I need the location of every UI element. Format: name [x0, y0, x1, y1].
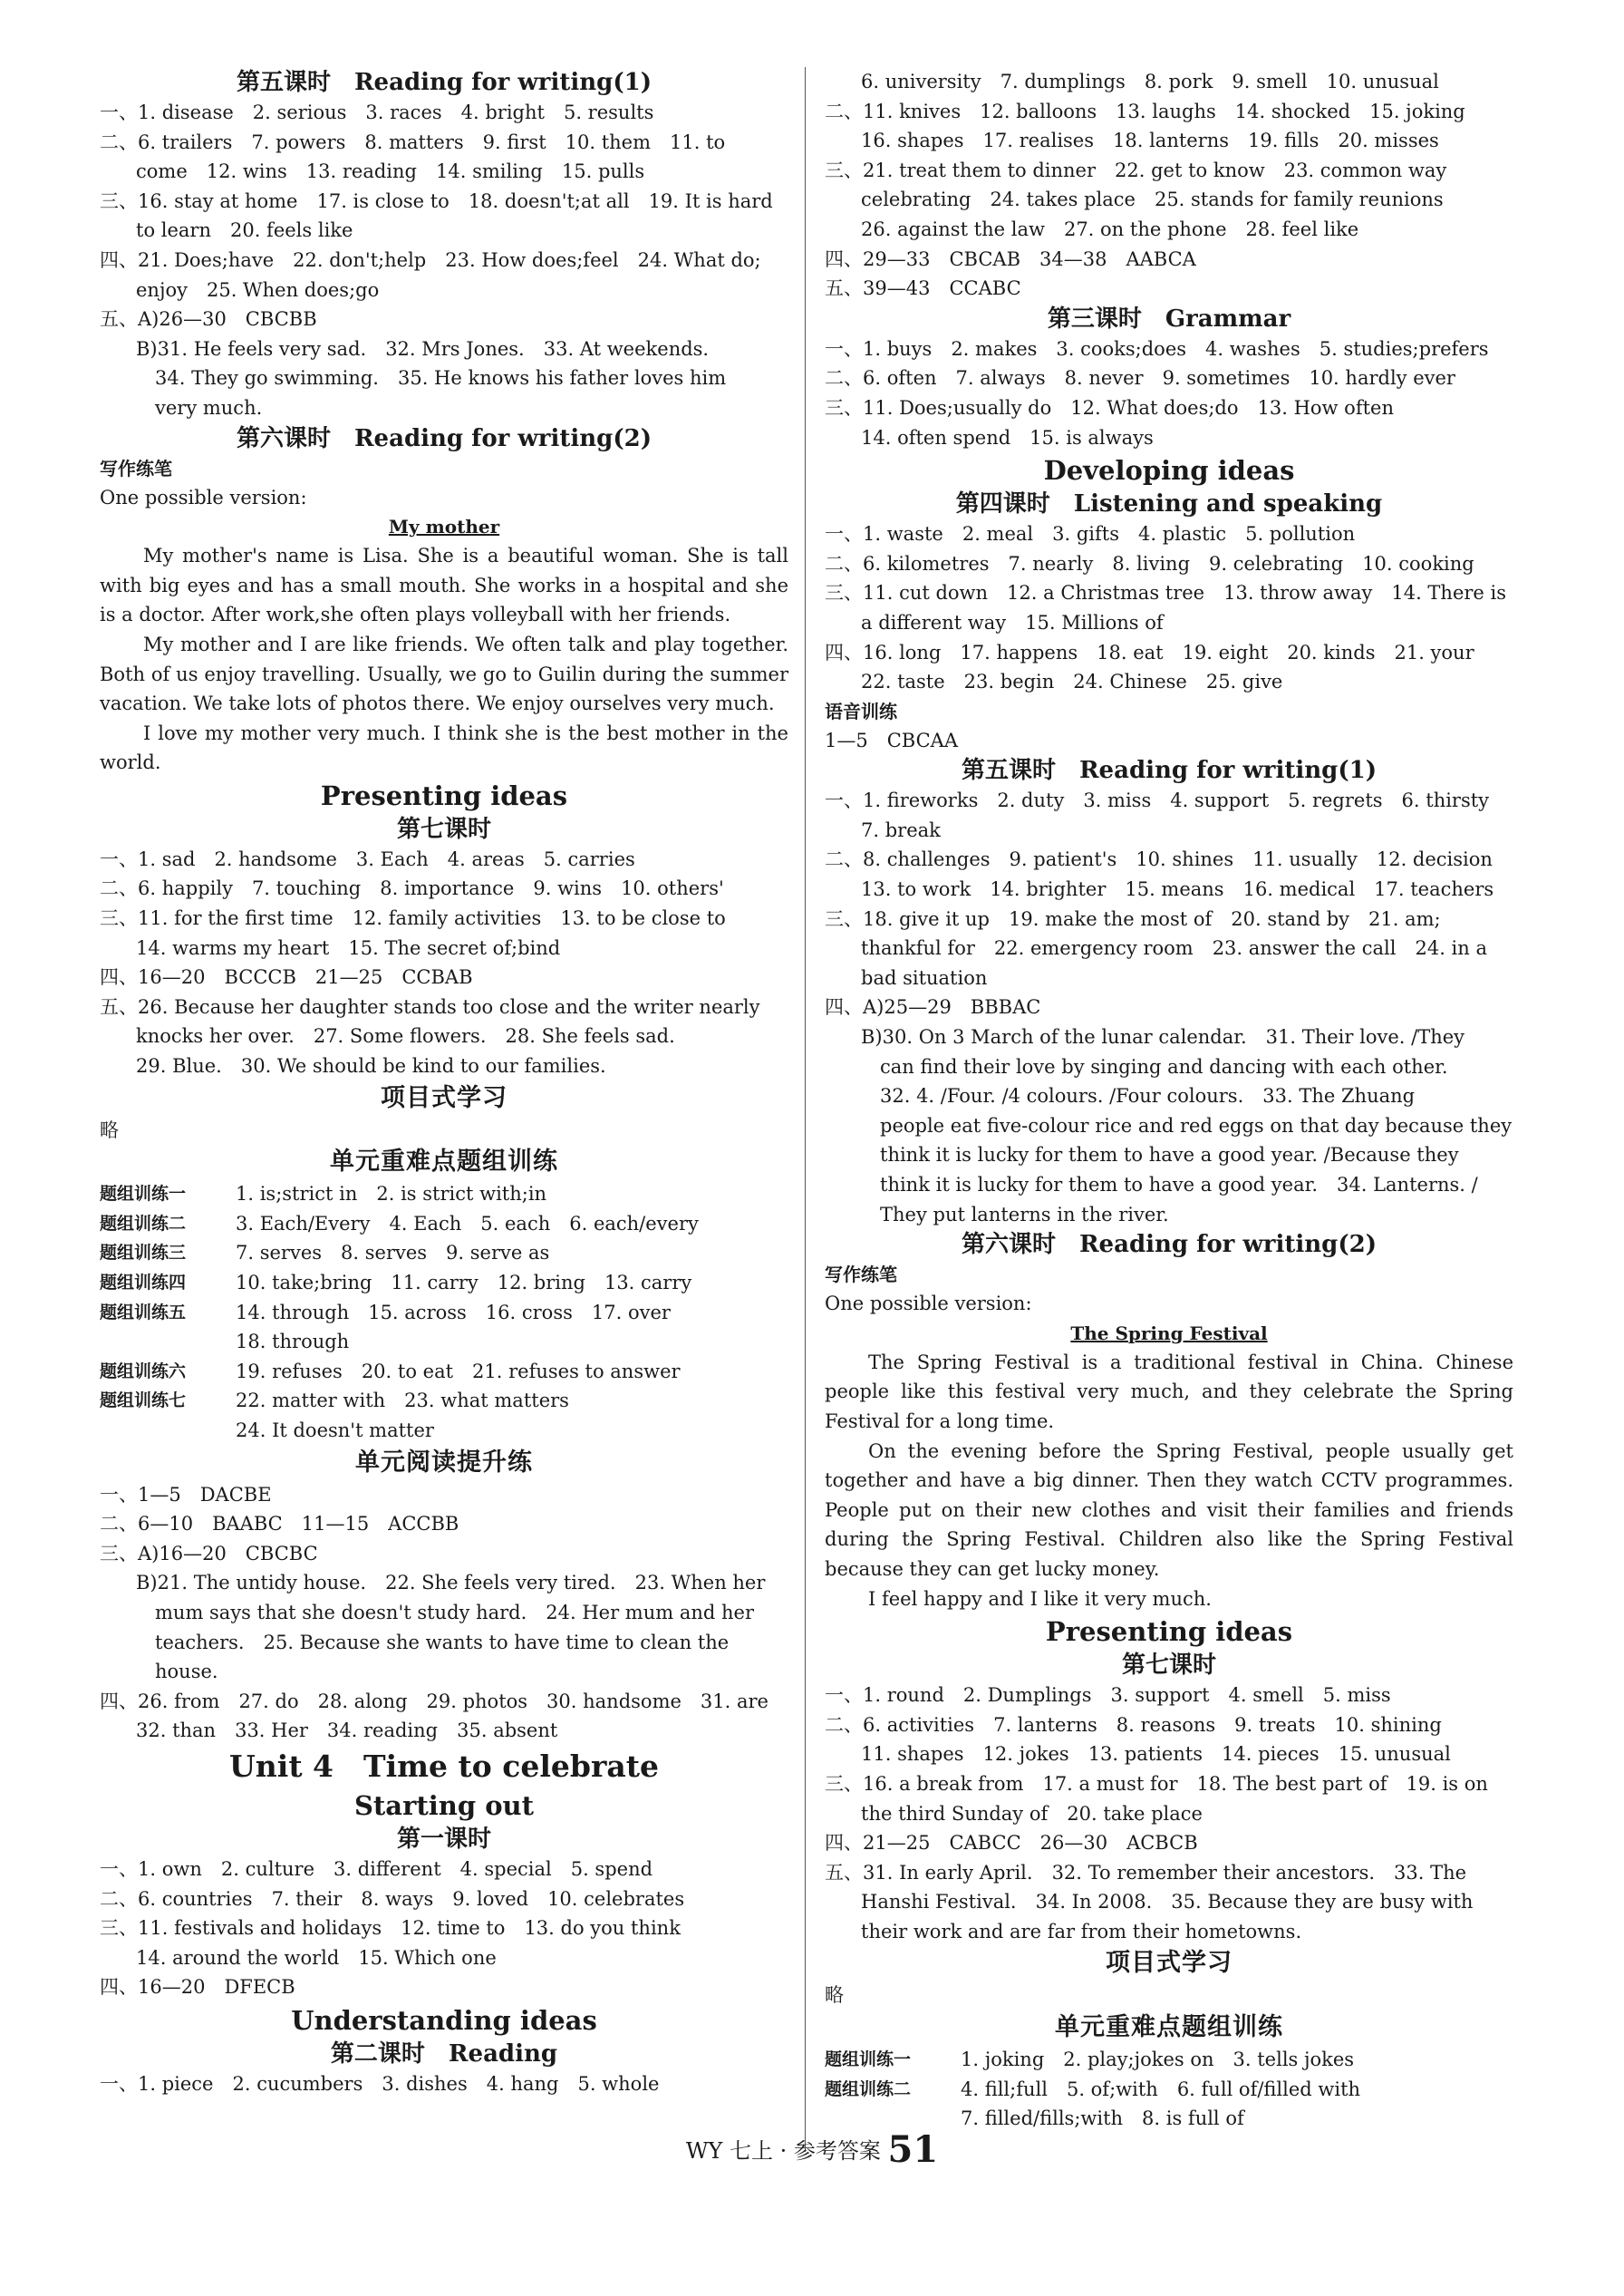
- answer-line-continued: come 12. wins 13. reading 14. smiling 15. pulls: [136, 160, 645, 183]
- answer-line-continued: can find their love by singing and dancing with each other.: [861, 1055, 1448, 1078]
- answer-line-continued: think it is lucky for them to have a good year. /Because they: [861, 1144, 1459, 1167]
- section-heading: 第四课时 Listening and speaking: [955, 490, 1383, 518]
- drill-row-continued: 18. through: [236, 1331, 350, 1353]
- composition-paragraph: My mother and I are like friends. We often talk and play together. Both of us enjoy travelling. Usually, we go to Guilin during the summer vacation. We take lots of photos there. We enjoy ourselves very much.: [100, 633, 788, 715]
- drill-row: [100, 1298, 788, 1328]
- drill-label: 题组训练五: [100, 1302, 187, 1322]
- answer-line: 一、1. waste 2. meal 3. gifts 4. plastic 5. pollution: [825, 523, 1356, 546]
- text-line: 略: [100, 1119, 119, 1141]
- drill-answers: 7. serves 8. serves 9. serve as: [236, 1242, 550, 1264]
- text-line: One possible version:: [100, 486, 307, 509]
- answer-line: 二、6—10 BAABC 11—15 ACCBB: [100, 1513, 459, 1536]
- drill-label: 题组训练一: [825, 2049, 912, 2070]
- answer-line: 二、6. activities 7. lanterns 8. reasons 9. treats 10. shining: [825, 1713, 1442, 1736]
- drill-label: 题组训练四: [100, 1273, 187, 1293]
- drill-label: 题组训练二: [825, 2078, 912, 2099]
- answer-line: 二、8. challenges 9. patient's 10. shines 11. usually 12. decision: [825, 848, 1493, 871]
- answer-line: 二、11. knives 12. balloons 13. laughs 14. shocked 15. joking: [825, 100, 1465, 122]
- answer-line: 四、21. Does;have 22. don't;help 23. How does;feel 24. What do;: [100, 248, 761, 271]
- page-number: 51: [887, 2128, 939, 2171]
- section-heading: 项目式学习: [1106, 1949, 1232, 1978]
- answer-line-continued: thankful for 22. emergency room 23. answer the call 24. in a: [861, 937, 1487, 960]
- answer-line-continued: bad situation: [861, 966, 988, 989]
- drill-answers: 1. is;strict in 2. is strict with;in: [236, 1183, 547, 1206]
- answer-line-continued: a different way 15. Millions of: [861, 611, 1164, 634]
- answer-line-continued: Hanshi Festival. 34. In 2008. 35. Because they are busy with: [861, 1891, 1474, 1913]
- drill-label: 题组训练一: [100, 1184, 187, 1205]
- drill-row: [100, 1268, 788, 1298]
- drill-row: [100, 1386, 788, 1416]
- sub-label: 写作练笔: [825, 1264, 897, 1286]
- unit-title: Unit 4 Time to celebrate: [229, 1748, 659, 1784]
- answer-line: 五、39—43 CCABC: [825, 277, 1021, 300]
- answer-line: 三、11. cut down 12. a Christmas tree 13. throw away 14. There is: [825, 582, 1507, 605]
- drill-row: [825, 2075, 1513, 2105]
- answer-line-continued: B)30. On 3 March of the lunar calendar. 31. Their love. /They: [861, 1026, 1465, 1049]
- left-column: [100, 67, 788, 2098]
- answer-line: 三、11. festivals and holidays 12. time to 13. do you think: [100, 1917, 681, 1940]
- answer-line-continued: 14. often spend 15. is always: [861, 426, 1154, 449]
- answer-line: 二、6. often 7. always 8. never 9. sometimes 10. hardly ever: [825, 367, 1455, 390]
- answer-line: 四、16. long 17. happens 18. eat 19. eight 20. kinds 21. your: [825, 641, 1474, 664]
- answer-line-continued: very much.: [136, 396, 263, 419]
- section-heading: 第二课时 Reading: [330, 2039, 558, 2068]
- section-heading: 单元重难点题组训练: [330, 1148, 558, 1177]
- drill-row: [100, 1238, 788, 1268]
- answer-line: 五、31. In early April. 32. To remember their ancestors. 33. The: [825, 1861, 1467, 1884]
- answer-line: 一、1. own 2. culture 3. different 4. special 5. spend: [100, 1857, 653, 1880]
- answer-line: 二、6. kilometres 7. nearly 8. living 9. celebrating 10. cooking: [825, 552, 1474, 575]
- section-heading: 第五课时 Reading for writing(1): [961, 757, 1378, 785]
- answer-line-continued: 34. They go swimming. 35. He knows his father loves him: [136, 367, 727, 390]
- section-heading: Developing ideas: [1043, 455, 1295, 487]
- answer-line: 一、1—5 DACBE: [100, 1483, 272, 1506]
- answer-line: 四、26. from 27. do 28. along 29. photos 30. handsome 31. are: [100, 1690, 768, 1712]
- answer-line: 三、21. treat them to dinner 22. get to know 23. common way: [825, 159, 1447, 181]
- answer-line-continued: house.: [136, 1661, 218, 1683]
- answer-line-continued: 29. Blue. 30. We should be kind to our families.: [136, 1055, 606, 1078]
- composition-title: My mother: [388, 516, 500, 538]
- drill-answers: 1. joking 2. play;jokes on 3. tells jokes: [961, 2049, 1355, 2071]
- section-heading: 第一课时: [396, 1825, 491, 1853]
- answer-line-continued: B)21. The untidy house. 22. She feels very tired. 23. When her: [136, 1572, 766, 1594]
- answer-line: 三、16. a break from 17. a must for 18. The best part of 19. is on: [825, 1772, 1488, 1795]
- answer-line-continued: 32. than 33. Her 34. reading 35. absent: [136, 1720, 558, 1742]
- answer-line-continued: to learn 20. feels like: [136, 219, 353, 242]
- section-heading: 第五课时 Reading for writing(1): [236, 69, 652, 96]
- composition-paragraph: The Spring Festival is a traditional festival in China. Chinese people like this festival very much, and they celebrate the Spring Festival for a long time.: [825, 1351, 1513, 1432]
- drill-row: [100, 1357, 788, 1387]
- answer-line-continued: B)31. He feels very sad. 32. Mrs Jones. 33. At weekends.: [136, 337, 710, 360]
- answer-line: 一、1. disease 2. serious 3. races 4. bright 5. results: [100, 102, 654, 123]
- section-heading: 单元阅读提升练: [355, 1448, 533, 1477]
- answer-line-continued: 32. 4. /Four. /4 colours. /Four colours. 33. The Zhuang: [861, 1085, 1416, 1108]
- text-line: One possible version:: [825, 1293, 1032, 1315]
- answer-line: 四、21—25 CABCC 26—30 ACBCB: [825, 1832, 1198, 1855]
- answer-line: 五、26. Because her daughter stands too close and the writer nearly: [100, 995, 760, 1018]
- answer-line-continued: They put lanterns in the river.: [861, 1203, 1169, 1226]
- answer-line-continued: mum says that she doesn't study hard. 24. Her mum and her: [136, 1601, 754, 1623]
- drill-answers: 3. Each/Every 4. Each 5. each 6. each/every: [236, 1212, 699, 1235]
- answer-line-continued: people eat five-colour rice and red eggs on that day because they: [861, 1114, 1513, 1137]
- answer-line: 一、1. fireworks 2. duty 3. miss 4. support 5. regrets 6. thirsty: [825, 790, 1490, 812]
- drill-row-continued: 24. It doesn't matter: [236, 1419, 434, 1441]
- drill-label: 题组训练六: [100, 1361, 187, 1381]
- sub-label: 写作练笔: [100, 457, 172, 480]
- section-heading: 第六课时 Reading for writing(2): [961, 1231, 1378, 1259]
- composition-paragraph: On the evening before the Spring Festival, people usually get together and have a big dinner. Then they watch CCTV programmes. People put on their new clothes and visit their families and friends during the Spring Festival. Children also like the Spring Festival because they can get lucky money.: [825, 1439, 1513, 1580]
- answer-line-continued: the third Sunday of 20. take place: [861, 1802, 1203, 1825]
- section-heading: 第三课时 Grammar: [1047, 305, 1291, 333]
- answer-line: 一、1. buys 2. makes 3. cooks;does 4. washes 5. studies;prefers: [825, 337, 1489, 360]
- answer-line-continued: 22. taste 23. begin 24. Chinese 25. give: [861, 671, 1283, 693]
- drill-row: [100, 1209, 788, 1239]
- drill-label: 题组训练七: [100, 1390, 187, 1411]
- drill-answers: 10. take;bring 11. carry 12. bring 13. carry: [236, 1272, 692, 1293]
- answer-line-continued: knocks her over. 27. Some flowers. 28. She feels sad.: [136, 1025, 675, 1048]
- composition-paragraph: My mother's name is Lisa. She is a beautiful woman. She is tall with big eyes and has a small mouth. She works in a hospital and she is a doctor. After work,she often plays volleyball with her friends.: [100, 545, 788, 626]
- answer-line: 三、A)16—20 CBCBC: [100, 1542, 318, 1565]
- answer-line: 二、6. happily 7. touching 8. importance 9. wins 10. others': [100, 877, 724, 900]
- section-heading: 单元重难点题组训练: [1055, 2013, 1283, 2042]
- answer-line: 三、11. Does;usually do 12. What does;do 13. How often: [825, 396, 1394, 419]
- answer-line-continued: 11. shapes 12. jokes 13. patients 14. pieces 15. unusual: [861, 1743, 1451, 1766]
- answer-line-continued: 13. to work 14. brighter 15. means 16. medical 17. teachers: [861, 878, 1494, 901]
- section-heading: Understanding ideas: [291, 2004, 597, 2036]
- answer-line-continued: teachers. 25. Because she wants to have time to clean the: [136, 1631, 730, 1653]
- drill-row-continued: 7. filled/fills;with 8. is full of: [961, 2107, 1244, 2130]
- answer-line-continued: 14. around the world 15. Which one: [136, 1946, 497, 1969]
- text-line: 略: [825, 1984, 844, 2007]
- drill-label: 题组训练三: [100, 1243, 187, 1264]
- answer-line: 四、29—33 CBCAB 34—38 AABCA: [825, 247, 1196, 270]
- answer-line-continued: 14. warms my heart 15. The secret of;bind: [136, 936, 561, 959]
- section-heading: Presenting ideas: [1045, 1616, 1293, 1648]
- answer-line: 二、6. countries 7. their 8. ways 9. loved 10. celebrates: [100, 1887, 685, 1910]
- section-heading: Starting out: [353, 1789, 535, 1821]
- answer-line-continued: celebrating 24. takes place 25. stands for family reunions: [861, 189, 1444, 211]
- answer-line-continued: 16. shapes 17. realises 18. lanterns 19. fills 20. misses: [861, 130, 1439, 152]
- answer-line-continued: enjoy 25. When does;go: [136, 278, 380, 301]
- drill-answers: 19. refuses 20. to eat 21. refuses to answer: [236, 1360, 681, 1382]
- section-heading: Presenting ideas: [320, 780, 568, 811]
- section-heading: 第七课时: [396, 815, 491, 843]
- answer-line-continued: 7. break: [861, 819, 941, 841]
- answer-line: 三、11. for the first time 12. family activities 13. to be close to: [100, 907, 726, 930]
- right-column: [825, 67, 1513, 2134]
- answer-line: 四、A)25—29 BBBAC: [825, 996, 1041, 1019]
- answer-line: 一、1. piece 2. cucumbers 3. dishes 4. hang 5. whole: [100, 2072, 660, 2095]
- answer-line: 五、A)26—30 CBCBB: [100, 308, 317, 331]
- text-line: 1—5 CBCAA: [825, 729, 959, 751]
- composition-paragraph: I feel happy and I like it very much.: [868, 1587, 1212, 1610]
- column-divider: [805, 67, 806, 2152]
- section-heading: 项目式学习: [381, 1083, 508, 1112]
- answer-line: 一、1. round 2. Dumplings 3. support 4. smell 5. miss: [825, 1684, 1391, 1707]
- answer-line: 一、1. sad 2. handsome 3. Each 4. areas 5. carries: [100, 848, 635, 870]
- answer-line: 三、16. stay at home 17. is close to 18. doesn't;at all 19. It is hard: [100, 189, 773, 212]
- drill-row: [100, 1179, 788, 1209]
- drill-label: 题组训练二: [100, 1213, 187, 1234]
- section-heading: 第六课时 Reading for writing(2): [236, 424, 652, 452]
- answer-line-continued: 6. university 7. dumplings 8. pork 9. smell 10. unusual: [861, 71, 1439, 92]
- answer-line: 四、16—20 DFECB: [100, 1976, 295, 1999]
- page-footer: [0, 2128, 1624, 2171]
- drill-answers: 22. matter with 23. what matters: [236, 1390, 569, 1412]
- sub-label: 语音训练: [825, 700, 897, 722]
- drill-answers: 14. through 15. across 16. cross 17. over: [236, 1301, 671, 1323]
- footer-label: WY 七上 · 参考答案: [685, 2138, 881, 2164]
- answer-line: 三、18. give it up 19. make the most of 20. stand by 21. am;: [825, 907, 1441, 930]
- answer-line: 四、16—20 BCCCB 21—25 CCBAB: [100, 966, 473, 989]
- composition-paragraph: I love my mother very much. I think she is the best mother in the world.: [100, 722, 788, 774]
- answer-line-continued: their work and are far from their hometowns.: [861, 1920, 1302, 1942]
- drill-answers: 4. fill;full 5. of;with 6. full of/filled with: [961, 2078, 1361, 2100]
- answer-line-continued: 26. against the law 27. on the phone 28. feel like: [861, 218, 1359, 240]
- section-heading: 第七课时: [1121, 1652, 1216, 1680]
- drill-row: [825, 2045, 1513, 2075]
- answer-line-continued: think it is lucky for them to have a good year. 34. Lanterns. /: [861, 1174, 1478, 1196]
- composition-title: The Spring Festival: [1070, 1322, 1268, 1344]
- answer-line: 二、6. trailers 7. powers 8. matters 9. first 10. them 11. to: [100, 131, 726, 153]
